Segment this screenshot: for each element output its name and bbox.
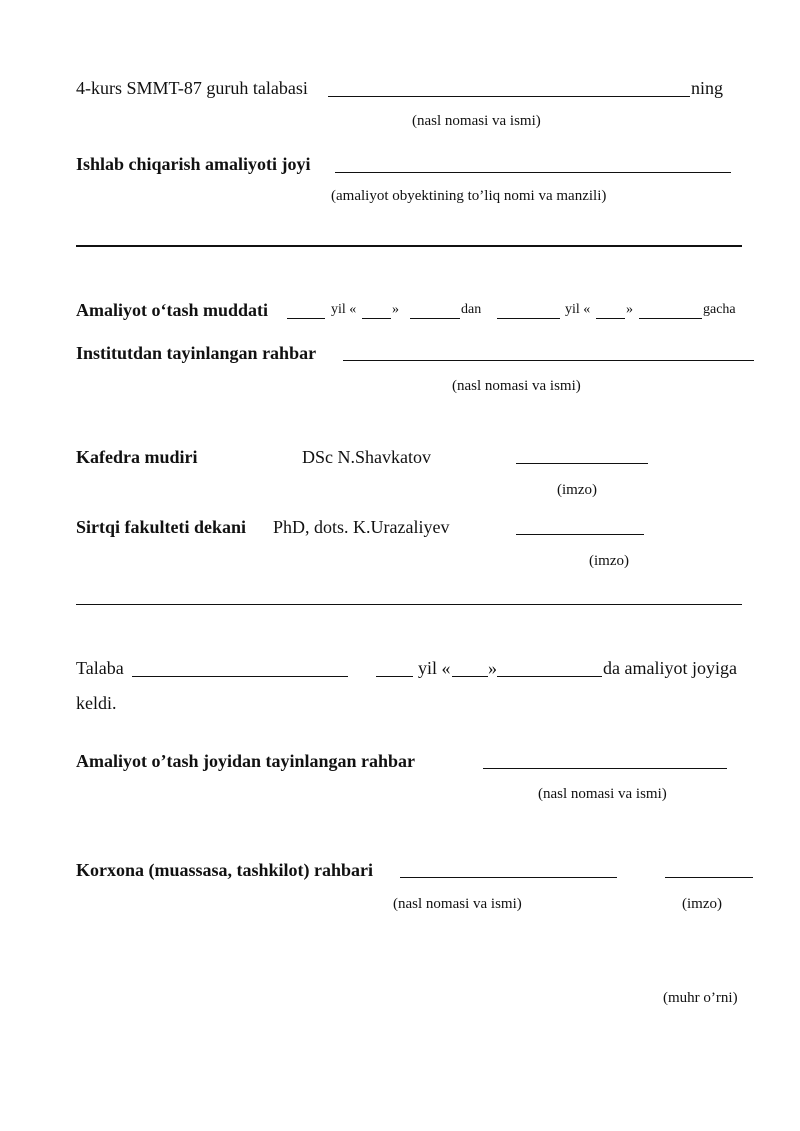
company-head-signature-blank[interactable] xyxy=(665,877,753,878)
section-divider xyxy=(76,604,742,605)
arrival-talaba: Talaba xyxy=(76,658,124,678)
site-supervisor-label: Amaliyot o’tash joyidan tayinlangan rahbar xyxy=(76,751,416,771)
period-start-day-blank[interactable] xyxy=(362,318,391,319)
dean-name: PhD, dots. K.Urazaliyev xyxy=(273,517,450,537)
period-close-2: » xyxy=(626,302,633,317)
student-name-blank[interactable] xyxy=(328,96,690,97)
dean-label: Sirtqi fakulteti dekani xyxy=(76,517,247,537)
period-yil-1: yil « xyxy=(331,302,357,317)
period-gacha: gacha xyxy=(703,302,736,317)
company-head-label: Korxona (muassasa, tashkilot) rahbari xyxy=(76,860,374,880)
company-head-sign-caption: (imzo) xyxy=(682,896,722,912)
period-start-month-blank[interactable] xyxy=(410,318,460,319)
student-suffix: ning xyxy=(691,78,724,98)
arrival-month-blank[interactable] xyxy=(497,676,602,677)
practice-period-label: Amaliyot o‘tash muddati xyxy=(76,300,269,320)
department-head-caption: (imzo) xyxy=(557,482,597,498)
department-head-signature-blank[interactable] xyxy=(516,463,648,464)
institute-supervisor-label: Institutdan tayinlangan rahbar xyxy=(76,343,317,363)
company-head-name-caption: (nasl nomasi va ismi) xyxy=(393,896,522,912)
student-label: 4-kurs SMMT-87 guruh talabasi xyxy=(76,78,308,98)
period-end-day-blank[interactable] xyxy=(596,318,625,319)
stamp-caption: (muhr o’rni) xyxy=(663,990,738,1006)
arrival-tail: da amaliyot joyiga xyxy=(603,658,737,678)
company-head-name-blank[interactable] xyxy=(400,877,617,878)
period-dan: dan xyxy=(461,302,482,317)
practice-place-caption: (amaliyot obyektining to’liq nomi va manzili) xyxy=(331,188,607,204)
period-close-1: » xyxy=(392,302,399,317)
practice-place-blank[interactable] xyxy=(335,172,731,173)
dean-signature-blank[interactable] xyxy=(516,534,644,535)
arrival-year-blank[interactable] xyxy=(376,676,413,677)
department-head-label: Kafedra mudiri xyxy=(76,447,198,467)
practice-place-label: Ishlab chiqarish amaliyoti joyi xyxy=(76,154,311,174)
arrival-day-blank[interactable] xyxy=(452,676,488,677)
arrival-yil: yil « xyxy=(418,658,451,678)
dean-caption: (imzo) xyxy=(589,553,629,569)
period-end-month-blank[interactable] xyxy=(639,318,702,319)
arrival-keldi: keldi. xyxy=(76,693,117,713)
department-head-name: DSc N.Shavkatov xyxy=(302,447,431,467)
student-caption: (nasl nomasi va ismi) xyxy=(412,113,541,129)
site-supervisor-blank[interactable] xyxy=(483,768,727,769)
arrival-close: » xyxy=(488,658,497,678)
period-start-year-blank[interactable] xyxy=(287,318,325,319)
practice-place-address-blank[interactable] xyxy=(76,245,742,247)
arrival-student-blank[interactable] xyxy=(132,676,348,677)
site-supervisor-caption: (nasl nomasi va ismi) xyxy=(538,786,667,802)
institute-supervisor-blank[interactable] xyxy=(343,360,754,361)
institute-supervisor-caption: (nasl nomasi va ismi) xyxy=(452,378,581,394)
period-end-year-blank[interactable] xyxy=(497,318,560,319)
period-yil-2: yil « xyxy=(565,302,591,317)
